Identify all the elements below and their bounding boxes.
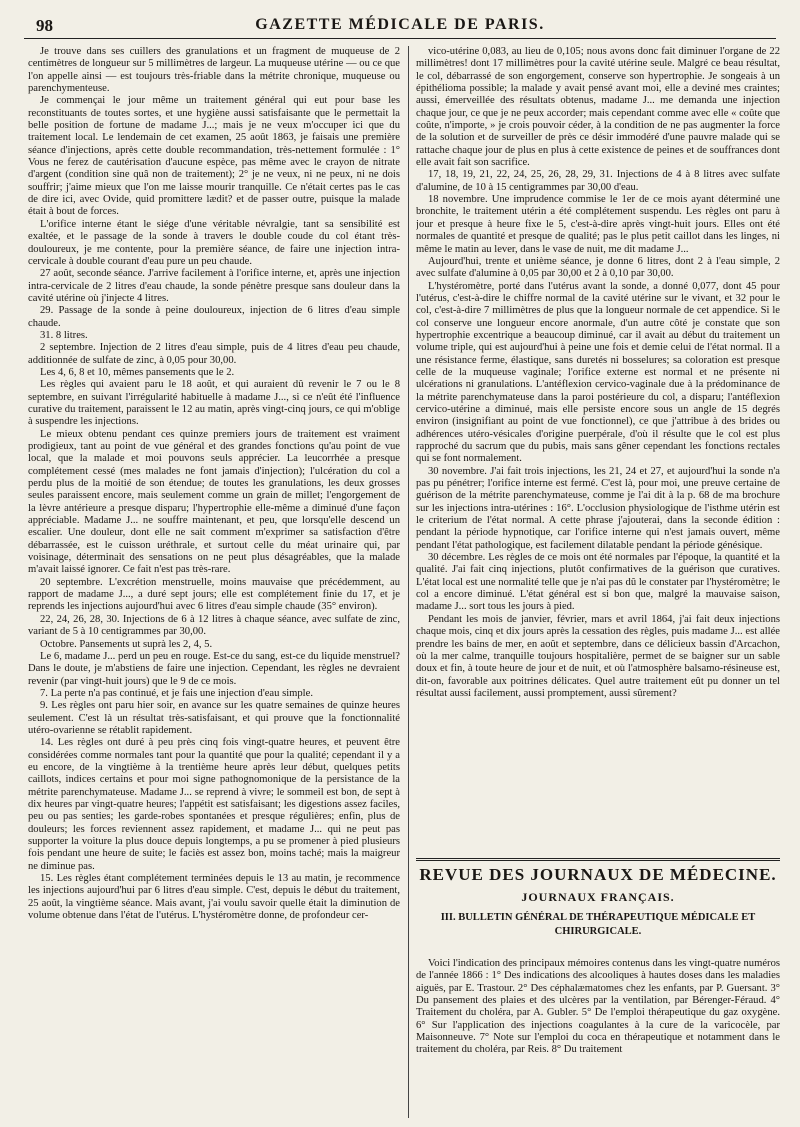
paragraph: Les 4, 6, 8 et 10, mêmes pansements que le 2. bbox=[40, 366, 235, 378]
paragraph: Je trouve dans ses cuillers des granulations et un fragment de muqueuse de 2 centimètres de longueur sur 5 millimètres de largeur. La muqueuse utérine — ou ce que l'on appelle ainsi — est toujours très-friable dans la métrite chronique, muqueuse ou parenchymenteuse. bbox=[28, 46, 400, 95]
journal-title: GAZETTE MÉDICALE DE PARIS. bbox=[255, 16, 545, 33]
paragraph: vico-utérine 0,083, au lieu de 0,105; nous avons donc fait diminuer l'organe de 22 millimètres! dont 17 millimètres pour la cavité utérine seule. Malgré ce beau résultat, le col, débarrassé de son engorgement, conserve son hypertrophie. Je songeais à un épithélioma possible; la malade y avait pensé avant moi, elle a deviné mes craintes; aussi, émerveillée des résultats obtenus, madame J... me demanda une injection chaque jour, ce que je ne peux accorder; mais cependant comme avec elle « coûte que coûte, n'importe, » je crois pouvoir céder, à la condition de ne pas augmenter la force de la solution et de surveiller de près ce désir immodéré d'une pauvre malade qui se rattache chaque jour de plus en plus à cette existence de peines et de souffrances dont elle avait fait son sacrifice. bbox=[416, 46, 780, 169]
paragraph: Aujourd'hui, trente et unième séance, je donne 6 litres, dont 2 à l'eau simple, 2 avec sulfate d'alumine à 0,05 par 30,00 et 2 à 0,10 par 30,00. bbox=[416, 255, 780, 280]
paragraph: 30 décembre. Les règles de ce mois ont été normales par l'époque, la quantité et la qualité. J'ai fait cinq injections, plutôt confirmatives de la guérison que curatives. L'état local est une normalité telle que je n'ai pas dû le constater par l'hystéromètre; le col a encore diminué. L'état général est si bon que, malgré la mauvaise saison, madame J... sort tous les jours à pied. bbox=[416, 552, 780, 613]
paragraph: Le mieux obtenu pendant ces quinze premiers jours de traitement est vraiment prodigieux, tant au point de vue général et des grandes fonctions qu'au point de vue local, que la malade et moi pouvons seuls apprécier. La leucorrhée a presque complétement cessé (mes malades ne font jamais d'injection); l'ulcération du col a perdu plus de la moitié de son étendue; de toutes les granulations, les deux grosses seules paraissent encore, mais seulement comme un grain de millet; l'engorgement de la lèvre antérieure a presque disparu; l'hypertrophie elle-même a diminué d'une façon appréciable. Madame J... ne souffre maintenant, et peu, que lorsqu'elle descend un escalier. Une douleur, dont elle ne sait comment m'exprimer sa satisfaction d'être débarrassée, est le cuisson uréthrale, et surtout celle du méat urinaire qui, par voisinage, déterminait des sensations on ne peut plus désagréables, que la malade m'avait laissé ignorer. Ce fait n'est pas très-rare. bbox=[28, 428, 400, 576]
paragraph: 17, 18, 19, 21, 22, 24, 25, 26, 28, 29, 31. Injections de 4 à 8 litres avec sulfate d'alumine, de 10 à 15 centigrammes par 30,00 d'eau. bbox=[416, 169, 780, 193]
revue-section-title: III. BULLETIN GÉNÉRAL DE THÉRAPEUTIQUE MÉDICALE ET CHIRURGICALE. bbox=[440, 912, 756, 937]
paragraph: 20 septembre. L'excrétion menstruelle, moins mauvaise que précédemment, au rapport de madame J..., a duré sept jours; elle est complétement finie du 17, et je reprends les injections aujourd'hui avec 6 litres d'eau simple chaude (35° environ). bbox=[28, 576, 400, 613]
paragraph: L'hystéromètre, porté dans l'utérus avant la sonde, a donné 0,077, dont 45 pour l'utérus, c'est-à-dire le chiffre normal de la cavité utérine sur le vivant, et 32 pour le col, c'est-à-dire 7 millimètres de plus que la longueur normale de cet appendice. Si le col conserve une longueur encore anormale, d'un autre côté je constate que son hypertrophie excentrique a beaucoup diminué, car il avait au début du traitement un volume triple, qui est aujourd'hui à peine une fois et demie celui de l'état normal. Il a une résistance ferme, élastique, sans duretés ni bosselures; sa coloration est presque celle de la muqueuse vaginale; l'orifice externe est normal et ne présente ni ulcérations ni granulations. L'antéflexion cervico-vaginale due à la prédominance de la métrite parenchymateuse dans la paroi postérieure du col, a disparu; l'antéflexion cervico-utérine a diminué, mais elle persiste encore sous un angle de 15 degrés environ (insignifiant au point de vue fonctionnel), ce que j'attribue à des brides ou adhérences utéro-vésicales d'origine puerpérale, d'où il résulte que le col est plus rapproché du sacrum que du pubis, mais sans gêner cependant les fonctions rectales qui se font normalement. bbox=[416, 280, 780, 465]
paragraph: Je commençai le jour même un traitement général qui eut pour base les reconstituants de toutes sortes, et une hygiène aussi satisfaisante que le permettait la belle position de fortune de madame J...; mais je ne veux m'occuper ici que du traitement local. Le lendemain de cet examen, 25 août 1863, je faisais une première séance d'injections, après cette double recommandation, très-nettement formulée : 1° Vous ne ferez de cautérisation d'aucune espèce, pas même avec le crayon de nitrate d'argent (condition sine quâ non de traitement); 2° je ne veux, ni ne peux, ni ne dois souffrir; j'aime mieux que l'on me laisse mourir tranquille. Ce n'était certes pas le cas de dire ici, avec Ovide, quid promittere lædit? et de passer outre, puisque la malade était à bout de forces. bbox=[28, 95, 400, 218]
paragraph: 31. 8 litres. bbox=[40, 329, 88, 341]
page-number: 98 bbox=[36, 16, 53, 35]
page-header bbox=[24, 12, 776, 38]
paragraph: L'orifice interne étant le siége d'une véritable névralgie, tant sa sensibilité est exaltée, et le passage de la sonde à travers le double coude du col étant très-douloureux, je me contente, pour la première séance, de faire une injection intra-cervicale à double courant d'eau pure un peu chaude. bbox=[28, 218, 400, 267]
revue-rule bbox=[416, 858, 780, 861]
revue-section-header bbox=[416, 858, 780, 939]
paragraph: 30 novembre. J'ai fait trois injections, les 21, 24 et 27, et aujourd'hui la sonde n'a pas pu pénétrer; l'orifice interne est fermé. C'est là, pour moi, une preuve certaine de guérison de la métrite parenchymateuse, comme je l'ai dit à la p. 68 de ma brochure sur les injections intra-utérines : 16°. L'occlusion physiologique de l'isthme utérin est le criterium de l'état normal. A cette phrase j'ajouterai, dans la seconde édition : pendant la période hypnotique, car l'orifice interne qui n'est jamais ouvert, même pendant l'état pathologique, est facilement dilatable pendant la période génésique. bbox=[416, 465, 780, 551]
left-column bbox=[28, 46, 400, 1121]
revue-subtitle: JOURNAUX FRANÇAIS. bbox=[521, 890, 675, 904]
paragraph: Les règles qui avaient paru le 18 août, et qui auraient dû revenir le 7 ou le 8 septembre, en suivant l'irrégularité habituelle à madame J..., si ce n'eût été l'influence curative du traitement, paraissent le 12 au matin, après vingt-cinq jours, ce qui m'oblige à suspendre les injections. bbox=[28, 379, 400, 428]
paragraph: Pendant les mois de janvier, février, mars et avril 1864, j'ai fait deux injections chaque mois, cinq et dix jours après la cessation des règles, puis madame J... est allée prendre les bains de mer, en août et septembre, dans ce délicieux bassin d'Arcachon, où la mer calme, tranquille toujours hospitalière, permet de se baigner sur un sable doux et fin, à toute heure de jour et de nuit, et où l'atmosphère balsamo-résineuse est, dit-on, favorable aux poitrines délicates. Quel autre traitement eût pu donner un tel résultat aussi facilement, aussi promptement, aussi sûrement? bbox=[416, 613, 780, 699]
paragraph: 29. Passage de la sonde à peine douloureux, injection de 6 litres d'eau simple chaude. bbox=[28, 305, 400, 329]
paragraph: Octobre. Pansements ut suprà les 2, 4, 5. bbox=[40, 638, 213, 650]
paragraph: 15. Les règles étant complétement terminées depuis le 13 au matin, je recommence les injections aujourd'hui par 6 litres d'eau simple. C'est, depuis le début du traitement, 25 août, la vingtième séance. Mais avant, j'ai voulu savoir quelle était la diminution de volume obtenue dans l'état de l'utérus. L'hystéromètre donne, de profondeur cer- bbox=[28, 873, 400, 922]
paragraph: Voici l'indication des principaux mémoires contenus dans les vingt-quatre numéros de l'année 1866 : 1° Des indications des alcooliques à hautes doses dans les maladies aiguës, par E. Trastour. 2° Des céphalæmatomes chez les enfants, par P. Guersant. 3° Du pansement des plaies et des ulcères par la ventilation, par Bérenger-Féraud. 4° Traitement du choléra, par A. Gubler. 5° De l'emploi thérapeutique du gaz oxygène. 6° Sur l'application des injections coagulantes à la cure de la varicocèle, par Maisonneuve. 7° Note sur l'emploi du coca en thérapeutique et notamment dans le traitement du choléra, par Reis. 8° Du traitement bbox=[416, 958, 780, 1056]
right-column-top bbox=[416, 46, 780, 850]
right-column-bottom bbox=[416, 958, 780, 1122]
paragraph: Le 6, madame J... perd un peu en rouge. Est-ce du sang, est-ce du liquide menstruel? Dans le doute, je m'abstiens de faire une injection. Cependant, les règles ne devraient revenir (par vingt-huit jours) que le 9 de ce mois. bbox=[28, 650, 400, 687]
paragraph: 27 août, seconde séance. J'arrive facilement à l'orifice interne, et, après une injection intra-cervicale de 2 litres d'eau chaude, la sonde pénètre presque sans douleur dans la cavité utérine où j'injecte 4 litres. bbox=[28, 268, 400, 304]
paragraph: 18 novembre. Une imprudence commise le 1er de ce mois ayant déterminé une bronchite, le traitement utérin a été complétement suspendu. Les règles ont paru à jour et presque à heure fixe le 5, c'est-à-dire après vingt-huit jours. Elles ont été normales de quantité et presque de qualité; pas le plus petit caillot dans les linges, ni même le matin au lever, dans le vase de nuit, me dit madame J... bbox=[416, 194, 780, 255]
column-divider bbox=[408, 46, 409, 1118]
paragraph: 14. Les règles ont duré à peu près cinq fois vingt-quatre heures, et peuvent être considérées comme normales tant pour la quantité que pour la qualité; cependant il y a eu encore, de la vingtième à la trentième heure après leur début, quelques petits caillots, indices certains et pour moi signe pathognomonique de la persistance de la métrite parenchymateuse. Madame J... se reprend à vivre; le sommeil est bon, de sept à dix heures par vingt-quatre heures; l'appétit est satisfaisant; les digestions assez faciles, peu ou pas senties; les garde-robes spontanées et presque régulières; enfin, plus de douleurs; les forces reviennent assez rapidement, et madame J... qui ne peut pas supporter la voiture la plus douce depuis longtemps, a pu se promener à pied plusieurs fois pendant une heure de suite; le faciès est assez bon, moins taché; mais la maigreur ne diminue pas. bbox=[28, 737, 400, 872]
paragraph: 7. La perte n'a pas continué, et je fais une injection d'eau simple. bbox=[40, 687, 313, 699]
paragraph: 9. Les règles ont paru hier soir, en avance sur les quatre semaines de quinze heures seulement. C'est là un résultat très-satisfaisant, et qui prouve que la fonctionnalité utéro-ovarienne se rétablit rapidement. bbox=[28, 700, 400, 736]
paragraph: 2 septembre. Injection de 2 litres d'eau simple, puis de 4 litres d'eau peu chaude, additionnée de sulfate de zinc, à 0,05 pour 30,00. bbox=[28, 342, 400, 366]
paragraph: 22, 24, 26, 28, 30. Injections de 6 à 12 litres à chaque séance, avec sulfate de zinc, variant de 5 à 10 centigrammes par 30,00. bbox=[28, 613, 400, 638]
header-rule bbox=[24, 38, 776, 39]
revue-title: REVUE DES JOURNAUX DE MÉDECINE. bbox=[419, 865, 777, 884]
